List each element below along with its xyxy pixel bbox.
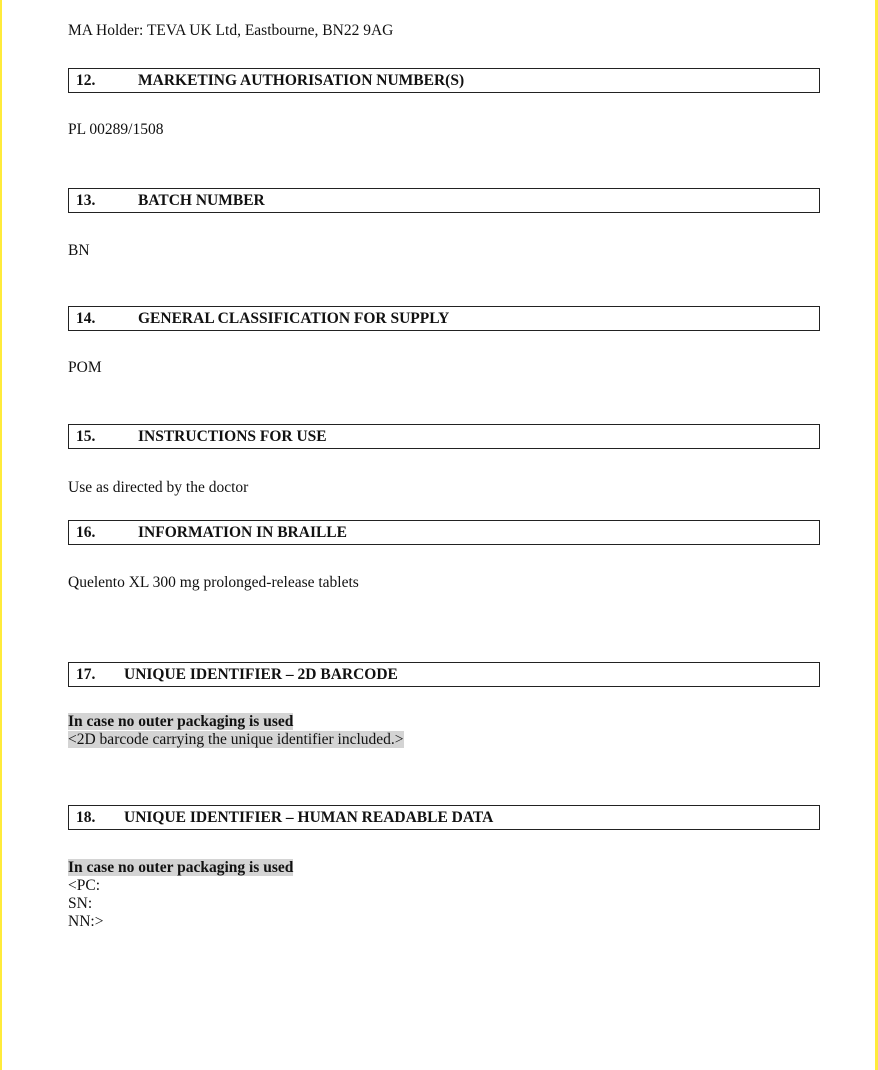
section-18-line-pc: <PC:	[68, 877, 101, 894]
section-18-subheading: In case no outer packaging is used	[68, 859, 294, 876]
section-16-header	[68, 520, 820, 545]
section-12-number: 12.	[76, 72, 96, 89]
section-18-title: UNIQUE IDENTIFIER – HUMAN READABLE DATA	[124, 809, 494, 826]
section-15-header	[68, 424, 820, 449]
section-17-subheading: In case no outer packaging is used	[68, 713, 294, 730]
section-18-line-sn: SN:	[68, 895, 93, 912]
section-14-number: 14.	[76, 310, 96, 327]
section-14-header	[68, 306, 820, 331]
section-13-header	[68, 188, 820, 213]
section-12-header	[68, 68, 820, 93]
section-17-content	[68, 713, 404, 749]
section-13-number: 13.	[76, 192, 96, 209]
section-17-title: UNIQUE IDENTIFIER – 2D BARCODE	[124, 666, 398, 683]
section-16-number: 16.	[76, 524, 96, 541]
section-14-title: GENERAL CLASSIFICATION FOR SUPPLY	[138, 310, 450, 327]
section-16-content: Quelento XL 300 mg prolonged-release tablets	[68, 574, 359, 591]
ma-holder-text: MA Holder: TEVA UK Ltd, Eastbourne, BN22 9AG	[68, 22, 394, 39]
section-13-title: BATCH NUMBER	[138, 192, 265, 209]
section-15-number: 15.	[76, 428, 96, 445]
section-18-line-nn: NN:>	[68, 913, 104, 930]
section-15-title: INSTRUCTIONS FOR USE	[138, 428, 327, 445]
section-17-barcode-text: <2D barcode carrying the unique identifier included.>	[68, 731, 404, 748]
section-18-content	[68, 859, 293, 931]
section-16-title: INFORMATION IN BRAILLE	[138, 524, 347, 541]
section-17-number: 17.	[76, 666, 96, 683]
section-12-content: PL 00289/1508	[68, 121, 164, 138]
section-17-header	[68, 662, 820, 687]
section-12-title: MARKETING AUTHORISATION NUMBER(S)	[138, 72, 465, 89]
section-15-content: Use as directed by the doctor	[68, 479, 249, 496]
section-13-content: BN	[68, 242, 90, 259]
section-18-number: 18.	[76, 809, 96, 826]
section-18-header	[68, 805, 820, 830]
section-14-content: POM	[68, 359, 102, 376]
